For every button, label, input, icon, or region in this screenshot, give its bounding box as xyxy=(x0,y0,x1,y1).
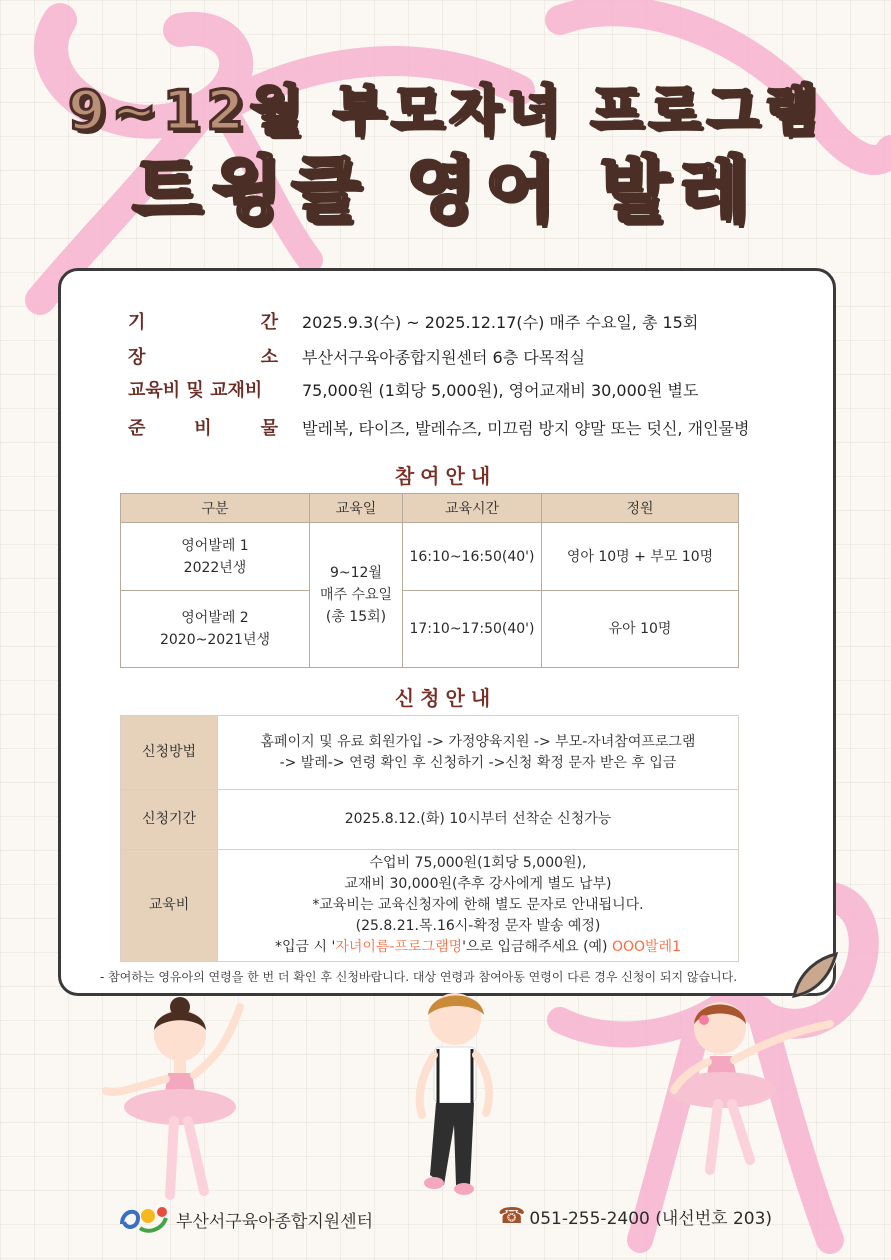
fee-value: 수업비 75,000원(1회당 5,000원), 교재비 30,000원(추후 강사에게 별도 납부) *교육비는 교육신청자에 한해 별도 문자로 안내됩니다. (25.8.21.목.16시-확정 문자 발송 예정) *입금 시 '자녀이름-프로그램명'으로 입금해주세요 (예) OOO발레1 xyxy=(218,850,739,962)
footer-contact xyxy=(498,1204,772,1229)
info-place-label: 장 소 xyxy=(128,347,278,368)
ballerina-left-illustration xyxy=(100,995,270,1215)
phone-icon: ☎ xyxy=(498,1204,526,1229)
info-fee-label: 교육비 및 교재비 xyxy=(128,380,263,401)
col-header-group: 구분 xyxy=(121,494,310,523)
table-row xyxy=(121,850,739,962)
info-place-value: 부산서구육아종합지원센터 6층 다목적실 xyxy=(302,348,586,367)
table-row xyxy=(121,591,739,668)
info-period-label: 기 간 xyxy=(128,312,278,333)
info-fee-value: 75,000원 (1회당 5,000원), 영어교재비 30,000원 별도 xyxy=(302,381,699,400)
group-cell: 영어발레 2 2020~2021년생 xyxy=(121,591,310,668)
period-label: 신청기간 xyxy=(121,790,218,850)
footer-org-name: 부산서구육아종합지원센터 xyxy=(176,1211,374,1232)
participation-table xyxy=(120,493,739,668)
period-value: 2025.8.12.(화) 10시부터 선착순 신청가능 xyxy=(218,790,739,850)
info-supplies-value: 발레복, 타이즈, 발레슈즈, 미끄럼 방지 양말 또는 덧신, 개인물병 xyxy=(302,419,750,438)
time-cell: 16:10~16:50(40') xyxy=(403,523,542,591)
application-title: 신청안내 xyxy=(394,686,497,710)
boy-dancer-illustration xyxy=(400,985,510,1215)
info-period-value: 2025.9.3(수) ~ 2025.12.17(수) 매주 수요일, 총 15회 xyxy=(302,313,699,332)
notice-text: - 참여하는 영유아의 연령을 한 번 더 확인 후 신청바랍니다. 대상 연령과 참여아동 연령이 다른 경우 신청이 되지 않습니다. xyxy=(100,970,738,984)
title-line2: 트윙클 영어 발레 xyxy=(132,148,759,232)
capacity-cell: 영아 10명 + 부모 10명 xyxy=(542,523,739,591)
table-row xyxy=(121,790,739,850)
title-line1: 9~12월 부모자녀 프로그램 xyxy=(67,79,824,142)
participation-title: 참여안내 xyxy=(394,464,497,488)
time-cell: 17:10~17:50(40') xyxy=(403,591,542,668)
col-header-date: 교육일 xyxy=(310,494,403,523)
date-cell: 9~12월 매주 수요일 (총 15회) xyxy=(310,523,403,668)
table-row xyxy=(121,716,739,790)
group-cell: 영어발레 1 2022년생 xyxy=(121,523,310,591)
fee-label: 교육비 xyxy=(121,850,218,962)
center-logo-icon xyxy=(118,1204,170,1234)
table-row xyxy=(121,523,739,591)
application-table xyxy=(120,715,739,962)
method-value: 홈페이지 및 유료 회원가입 -> 가정양육지원 -> 부모-자녀참여프로그램 -> 발레-> 연령 확인 후 신청하기 ->신청 확정 문자 받은 후 입금 xyxy=(218,716,739,790)
info-supplies-label: 준 비 물 xyxy=(128,418,278,439)
ballerina-right-illustration xyxy=(660,990,840,1180)
col-header-capacity: 정원 xyxy=(542,494,739,523)
footer-phone: 051-255-2400 (내선번호 203) xyxy=(529,1209,773,1229)
method-label: 신청방법 xyxy=(121,716,218,790)
col-header-time: 교육시간 xyxy=(403,494,542,523)
capacity-cell: 유아 10명 xyxy=(542,591,739,668)
footer-organization xyxy=(118,1204,373,1234)
